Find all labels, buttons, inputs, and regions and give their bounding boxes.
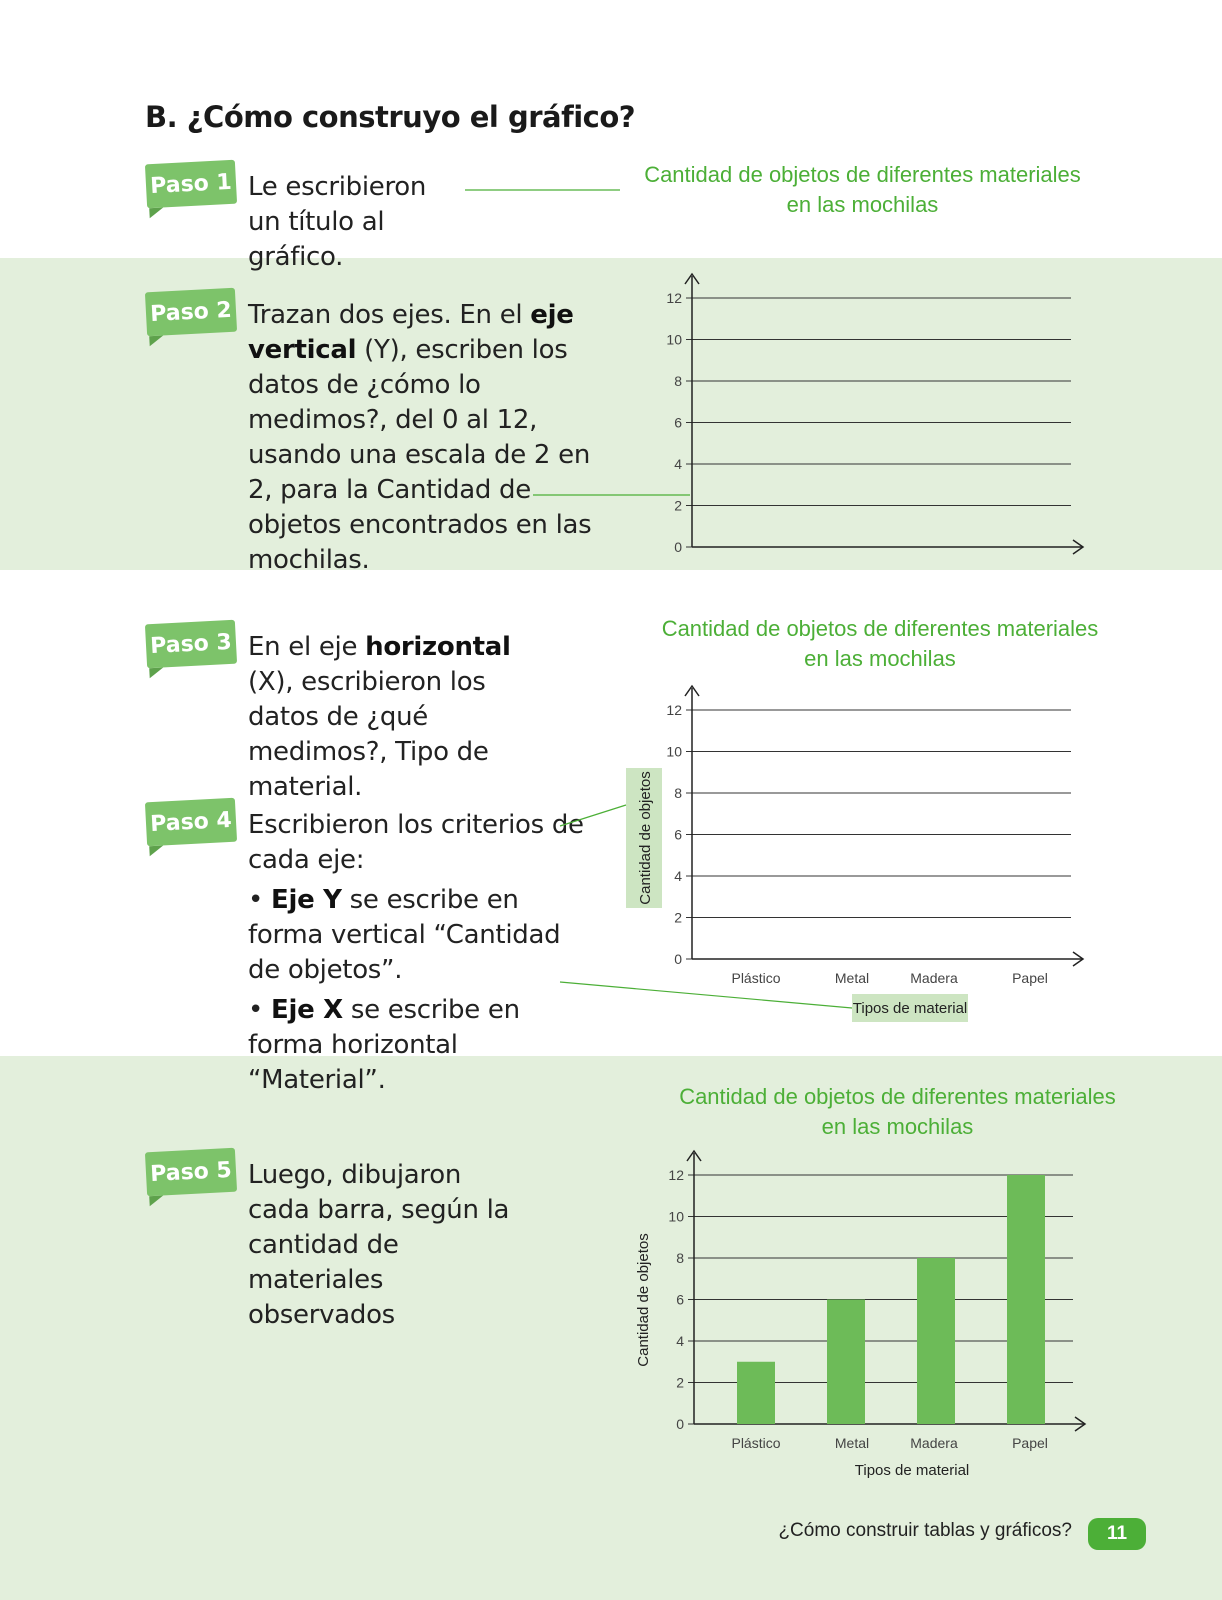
- step-4-tag: Paso 4: [145, 798, 237, 847]
- chart3-xtick-label: Plástico: [731, 970, 781, 986]
- chart5-ytick-label-2: 2: [676, 1374, 684, 1391]
- step-3-part-b: (X), escribieron los datos de ¿qué medimos?, Tipo de material.: [248, 667, 489, 802]
- chart3-ytick-label-8: 8: [674, 785, 682, 801]
- step-2-part-a: Trazan dos ejes. En el: [248, 300, 531, 330]
- step-5-body: Luego, dibujaron cada barra, según la cantidad de materiales observados: [248, 1160, 510, 1330]
- step-4-connector-y: [560, 805, 626, 826]
- step-4-intro: Escribieron los criterios de cada eje:: [248, 810, 584, 875]
- step-3-tag: Paso 3: [145, 620, 237, 669]
- chart3-xtick-label: Papel: [1012, 970, 1048, 986]
- step-2-bold: eje vertical: [248, 300, 574, 365]
- chart3-xtick-label: Metal: [834, 970, 870, 986]
- chart3-xlabel: Tipos de material: [852, 1000, 968, 1017]
- step-5-tag: Paso 5: [145, 1148, 237, 1197]
- section-heading: B. ¿Cómo construyo el gráfico?: [145, 100, 636, 134]
- chart5-ytick-label-0: 0: [676, 1416, 684, 1432]
- step-4-connector-x: [560, 982, 852, 1008]
- chart-title-line1: Cantidad de objetos de diferentes materiales: [644, 162, 1081, 187]
- chart5-bar-Metal: [827, 1300, 865, 1425]
- chart2-ytick-label-4: 4: [674, 456, 682, 472]
- step-4-bullet-y: • Eje Y se escribe en forma vertical “Cantidad de objetos”.: [248, 885, 561, 985]
- chart5-bar-Madera: [917, 1258, 955, 1424]
- chart5-xlabel: Tipos de material: [854, 1462, 970, 1479]
- chart5-xtick-label: Papel: [1012, 1435, 1048, 1451]
- chart-title-line2: en las mochilas: [804, 646, 956, 671]
- chart3-ylabel: Cantidad de objetos: [637, 771, 654, 905]
- chart-title-line2: en las mochilas: [821, 1114, 974, 1139]
- step-3-part-a: En el eje: [248, 632, 366, 662]
- chart2-ytick-label-12: 12: [666, 290, 682, 306]
- chart3-ytick-label-12: 12: [666, 702, 682, 718]
- chart5-bar-Plástico: [737, 1362, 775, 1424]
- bullet-x-bold: Eje X: [271, 995, 343, 1025]
- chart2-ytick-label-0: 0: [674, 539, 682, 555]
- bullet-x-rest: se escribe en forma horizontal “Material”.: [248, 995, 520, 1095]
- chart3-ytick-label-10: 10: [666, 743, 682, 760]
- chart5-ytick-label-6: 6: [676, 1291, 684, 1308]
- chart2-ytick-label-10: 10: [666, 331, 682, 348]
- step-1-tag: Paso 1: [145, 160, 237, 209]
- bullet-y-bold: Eje Y: [271, 885, 342, 915]
- step-2-part-b: (Y), escriben los datos de ¿cómo lo medimos?, del 0 al 12, usando una escala de 2 en 2, para la Cantidad de objetos encontrados en las mochilas.: [248, 335, 592, 575]
- chart-title-line1: Cantidad de objetos de diferentes materiales: [661, 616, 1099, 641]
- chart2-ytick-label-2: 2: [674, 497, 682, 514]
- chart3-xtick-label: Madera: [910, 970, 958, 986]
- step-2-tag: Paso 2: [145, 288, 237, 337]
- chart-title-line1: Cantidad de objetos de diferentes materiales: [679, 1084, 1116, 1109]
- chart5-ytick-label-4: 4: [676, 1333, 684, 1349]
- chart3-ytick-label-4: 4: [674, 868, 682, 884]
- step-3-bold: horizontal: [365, 632, 511, 662]
- chart5-ytick-label-12: 12: [668, 1167, 684, 1183]
- chart3-ytick-label-2: 2: [674, 909, 682, 926]
- step-1-body: Le escribieron un título al gráfico.: [248, 172, 427, 272]
- chart5-ytick-label-8: 8: [676, 1250, 684, 1266]
- step-4-bullet-x: • Eje X se escribe en forma horizontal “Material”.: [248, 995, 520, 1095]
- chart5-ytick-label-10: 10: [668, 1208, 684, 1225]
- chart5-xtick-label: Plástico: [731, 1435, 781, 1451]
- chart2-ytick-label-8: 8: [674, 373, 682, 389]
- chart5-bar-Papel: [1007, 1175, 1045, 1424]
- chart5-xtick-label: Madera: [910, 1435, 958, 1451]
- bullet-y-rest: se escribe en forma vertical “Cantidad de objetos”.: [248, 885, 561, 985]
- chart2-ytick-label-6: 6: [674, 414, 682, 431]
- chart3-ytick-label-0: 0: [674, 951, 682, 967]
- chart3-ytick-label-6: 6: [674, 826, 682, 843]
- footer-text: ¿Cómo construir tablas y gráficos?: [778, 1520, 1072, 1541]
- chart5-ylabel: Cantidad de objetos: [635, 1233, 652, 1367]
- chart-title-line2: en las mochilas: [786, 192, 939, 217]
- chart5-xtick-label: Metal: [834, 1435, 870, 1451]
- page-number: 11: [1088, 1518, 1146, 1550]
